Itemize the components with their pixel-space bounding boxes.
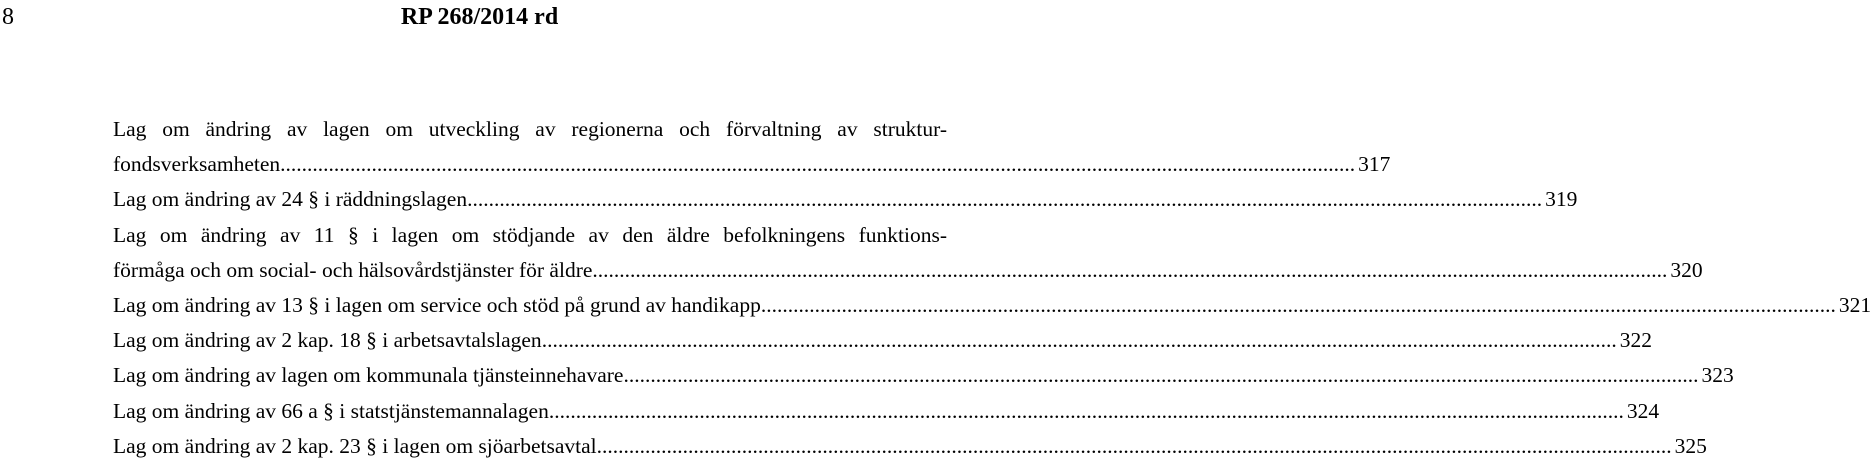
toc-entry-title: Lag om ändring av 2 kap. 23 § i lagen om sjöarbetsavtal <box>113 433 597 458</box>
toc-entry[interactable] <box>113 394 1660 429</box>
toc-leader-dots: ........................................................................................................................................................................................................ <box>548 398 1624 423</box>
toc-entry[interactable] <box>113 358 1734 393</box>
toc-page-number: 324 <box>1626 398 1660 423</box>
toc-entry-title: Lag om ändring av 66 a § i statstjänstemannalagen <box>113 398 549 423</box>
toc-entry-final-line <box>113 394 1660 429</box>
toc-leader-dots: ........................................................................................................................................................................................................ <box>541 328 1617 353</box>
toc-entry-title: förmåga och om social- och hälsovårdstjänster för äldre <box>113 257 593 282</box>
toc-leader-dots: ........................................................................................................................................................................................................ <box>467 187 1543 212</box>
toc-entry-final-line <box>113 429 1707 464</box>
toc-leader-dots: ........................................................................................................................................................................................................ <box>623 363 1699 388</box>
toc-entry-text-line: Lag om ändring av lagen om utveckling av regionerna och förvaltning av struktur- <box>113 117 947 141</box>
toc-page-number: 317 <box>1358 152 1391 177</box>
toc-entry[interactable] <box>113 288 1871 323</box>
toc-leader-dots: ........................................................................................................................................................................................................ <box>592 257 1668 282</box>
toc-entry[interactable] <box>113 429 1707 464</box>
toc-entry-title: Lag om ändring av lagen om kommunala tjänsteinnehavare <box>113 363 624 388</box>
toc-entry-text-line: Lag om ändring av 11 § i lagen om stödjande av den äldre befolkningens funktions- <box>113 222 947 247</box>
toc-entry-title: Lag om ändring av 13 § i lagen om service och stöd på grund av handikapp <box>113 292 761 317</box>
document-title: RP 268/2014 rd <box>400 4 559 30</box>
toc-entry-final-line <box>113 358 1734 393</box>
toc-entry-final-line <box>113 323 1652 358</box>
toc-entry-final-line <box>113 253 1703 288</box>
toc-page-number: 323 <box>1701 363 1734 388</box>
toc-page-number: 319 <box>1545 187 1578 212</box>
toc-entry-title: Lag om ändring av 2 kap. 18 § i arbetsavtalslagen <box>113 328 542 353</box>
toc-page-number: 325 <box>1674 433 1707 458</box>
toc-entry-final-line <box>113 147 1391 182</box>
toc-leader-dots: ........................................................................................................................................................................................................ <box>760 292 1836 317</box>
toc-entry-final-line <box>113 288 1871 323</box>
toc-entry[interactable] <box>113 218 1703 288</box>
toc-page-number: 320 <box>1670 257 1703 282</box>
toc-entry-title: fondsverksamheten <box>113 152 281 177</box>
table-of-contents <box>113 112 1871 464</box>
toc-entry[interactable] <box>113 112 1391 182</box>
toc-entry[interactable] <box>113 182 1578 217</box>
toc-page-number: 322 <box>1619 328 1652 353</box>
toc-entry[interactable] <box>113 323 1652 358</box>
toc-leader-dots: ........................................................................................................................................................................................................ <box>596 433 1672 458</box>
toc-leader-dots: ........................................................................................................................................................................................................ <box>280 152 1356 177</box>
toc-entry-final-line <box>113 182 1578 217</box>
page-number: 8 <box>2 4 14 30</box>
toc-entry-title: Lag om ändring av 24 § i räddningslagen <box>113 187 468 212</box>
toc-page-number: 321 <box>1838 292 1871 317</box>
